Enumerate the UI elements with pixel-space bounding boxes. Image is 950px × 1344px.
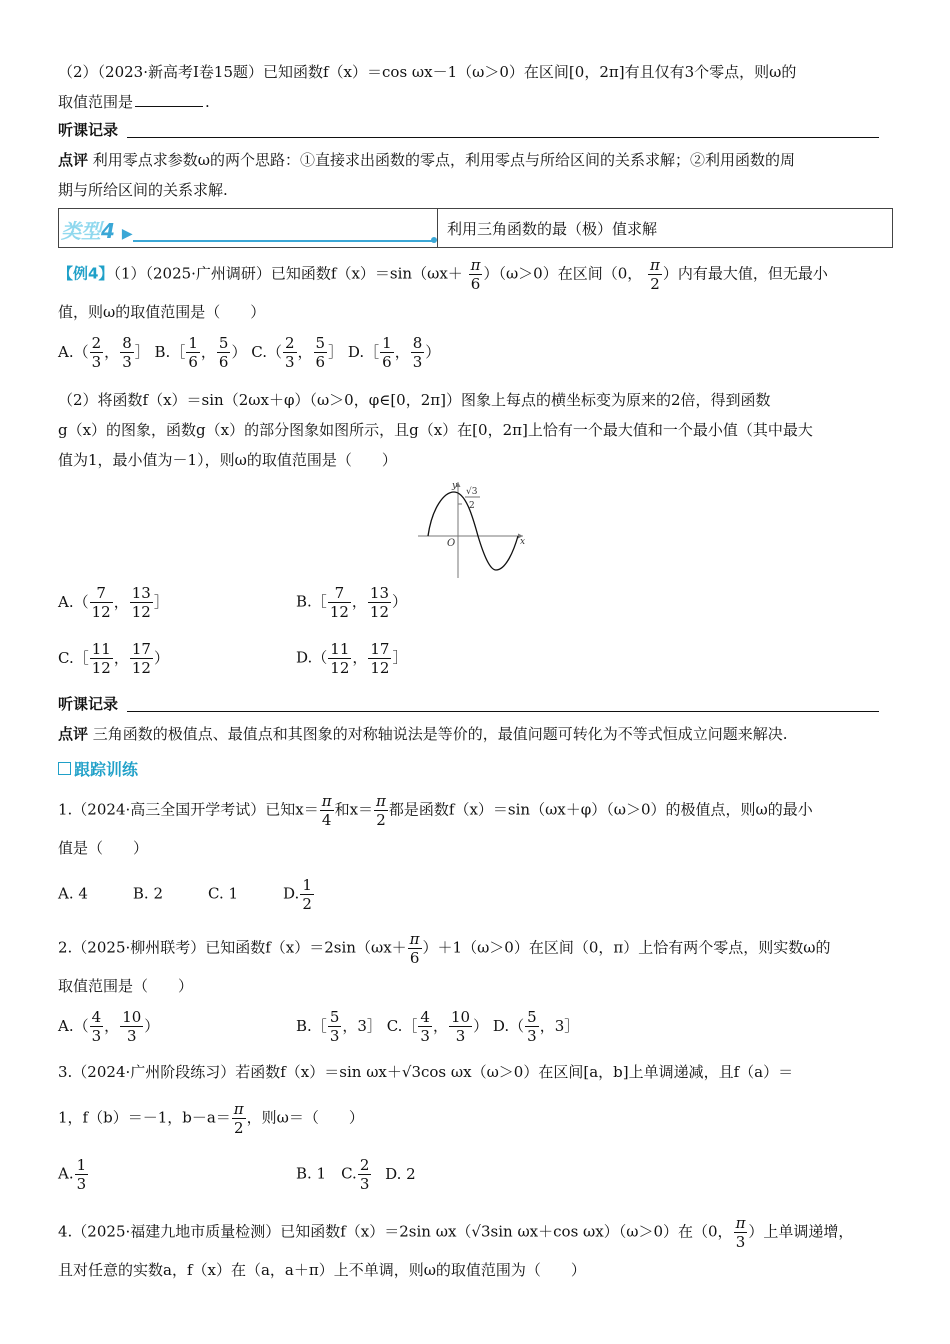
t4-line1: 4.（2025·福建九地市质量检测）已知函数f（x）＝2sin ωx（√3sin ωx＋cos ωx）（ω＞0）在（0， $\frac{\pi}{3}$ ）上单调递增， [58, 1214, 854, 1251]
t2-options-bcd [296, 1008, 579, 1045]
option-a[interactable]: A.（ $\frac{4}{3}$ ， $\frac{10}{3}$ ） [58, 1008, 160, 1045]
record-line-2 [127, 711, 879, 712]
type-underline [133, 240, 433, 242]
ex4-2-options-row1 [58, 584, 169, 621]
option-c[interactable]: C.（ $\frac{2}{3}$ ， $\frac{5}{6}$ ］ [251, 334, 344, 371]
t2-options [58, 1008, 159, 1045]
t1-line2: 值是（ ） [58, 839, 149, 857]
checkbox-icon [58, 762, 71, 775]
ex4-2-line1: （2）将函数f（x）＝sin（2ωx＋φ）（ω＞0，φ∈[0，2π]）图象上每点的横坐标变为原来的2倍，得到函数 [58, 391, 771, 409]
ex4-1-options [58, 334, 440, 371]
track-title: 跟踪训练 [58, 758, 138, 782]
option-a[interactable]: A.（ $\frac{2}{3}$ ， $\frac{8}{3}$ ］ [58, 334, 150, 371]
option-b[interactable]: B.［ $\frac{5}{3}$ ，3］ [296, 1008, 382, 1045]
ex4-2-line2: g（x）的图象，函数g（x）的部分图象如图所示，且g（x）在[0，2π]上恰有一个最大值和一个最小值（其中最大 [58, 421, 813, 439]
type-divider [437, 209, 438, 247]
answer-blank[interactable] [135, 90, 203, 107]
origin-label: O [447, 538, 456, 549]
t1-line1: 1.（2024·高三全国开学考试）已知x＝ $\frac{\pi}{4}$ 和x＝ $\frac{\pi}{2}$ 都是函数f（x）＝sin（ωx＋φ）（ω＞0）的极值点，则ω的最小 [58, 792, 813, 829]
comment-1-line2: 期与所给区间的关系求解. [58, 181, 228, 199]
option-d[interactable]: D.［ $\frac{1}{6}$ ， $\frac{8}{3}$ ） [347, 334, 441, 371]
comment-title: 点评 [58, 725, 89, 743]
option-b[interactable]: B.［ $\frac{1}{6}$ ， $\frac{5}{6}$ ） [154, 334, 247, 371]
y-axis-label: y [452, 481, 458, 491]
sine-graph [418, 478, 528, 580]
t1-options: A. 4 B. 2 C. 1 D. $\frac{1}{2}$ [58, 876, 312, 913]
ex4-2-line3: 值为1，最小值为－1），则ω的取值范围是（ ） [58, 451, 397, 469]
option-c[interactable]: C.［ $\frac{4}{3}$ ， $\frac{10}{3}$ ） [386, 1008, 489, 1045]
type-header [58, 208, 893, 248]
mark-numerator: √3 [466, 487, 478, 497]
t2-line1: 2.（2025·柳州联考）已知函数f（x）＝2sin（ωx＋ $\frac{\pi}{6}$ ）＋1（ω＞0）在区间（0，π）上恰有两个零点，则实数ω的 [58, 930, 831, 967]
option-a[interactable]: A.（ $\frac{7}{12}$ ， $\frac{13}{12}$ ］ [58, 584, 169, 621]
record-label-2: 听课记录 [58, 695, 119, 713]
type-title: 利用三角函数的最（极）值求解 [447, 220, 658, 238]
type-arrow-icon: ▶ [121, 226, 133, 242]
record-label-1: 听课记录 [58, 121, 119, 139]
mark-denominator: 2 [469, 501, 475, 511]
comment-2: 点评 三角函数的极值点、最值点和其图象的对称轴说法是等价的，最值问题可转化为不等式恒成立问题来解决. [58, 725, 788, 743]
t3-line2: 1，f（b）＝－1，b－a＝ $\frac{\pi}{2}$ ，则ω＝（ ） [58, 1100, 364, 1137]
ex4-2-options-row2 [58, 640, 169, 677]
record-line-1 [127, 137, 879, 138]
q2-line1: （2）（2023·新高考Ⅰ卷15题）已知函数f（x）＝cos ωx－1（ω＞0）在区间[0，2π]有且仅有3个零点，则ω的 [58, 63, 797, 81]
type-badge: 类型4 ▶ [61, 219, 133, 243]
example-tag: 【例4】 [58, 264, 114, 283]
option-c[interactable]: C.［ $\frac{11}{12}$ ， $\frac{17}{12}$ ） [58, 640, 169, 677]
ex4-line1: 【例4】（1）（2025·广州调研）已知函数f（x）＝sin（ωx＋ $\frac{\pi}{6}$ ）（ω＞0）在区间（0， $\frac{\pi}{2}$ ）内有最大值，但无最小 [58, 256, 828, 293]
x-axis-label: x [520, 537, 526, 547]
t3-option-a[interactable]: A. $\frac{1}{3}$ [58, 1156, 87, 1193]
option-d[interactable]: D.（ $\frac{11}{12}$ ， $\frac{17}{12}$ ］ [296, 640, 408, 677]
comment-title: 点评 [58, 151, 89, 169]
t3-options-bcd: B. 1 C. $\frac{2}{3}$ D. 2 [296, 1156, 416, 1193]
q2-line2: 取值范围是 . [58, 90, 210, 114]
option-d[interactable]: D.（ $\frac{5}{3}$ ，3］ [492, 1008, 580, 1045]
comment-1-line1: 点评 利用零点求参数ω的两个思路：①直接求出函数的零点，利用零点与所给区间的关系求解；②利用函数的周 [58, 151, 796, 169]
option-b[interactable]: B.［ $\frac{7}{12}$ ， $\frac{13}{12}$ ） [296, 584, 408, 621]
ex4-line2: 值，则ω的取值范围是（ ） [58, 303, 266, 321]
t3-line1: 3.（2024·广州阶段练习）若函数f（x）＝sin ωx＋√3cos ωx（ω＞0）在区间[a，b]上单调递减，且f（a）＝ [58, 1063, 794, 1081]
t2-line2: 取值范围是（ ） [58, 977, 194, 995]
t4-line2: 且对任意的实数a，f（x）在（a，a＋π）上不单调，则ω的取值范围为（ ） [58, 1261, 586, 1279]
